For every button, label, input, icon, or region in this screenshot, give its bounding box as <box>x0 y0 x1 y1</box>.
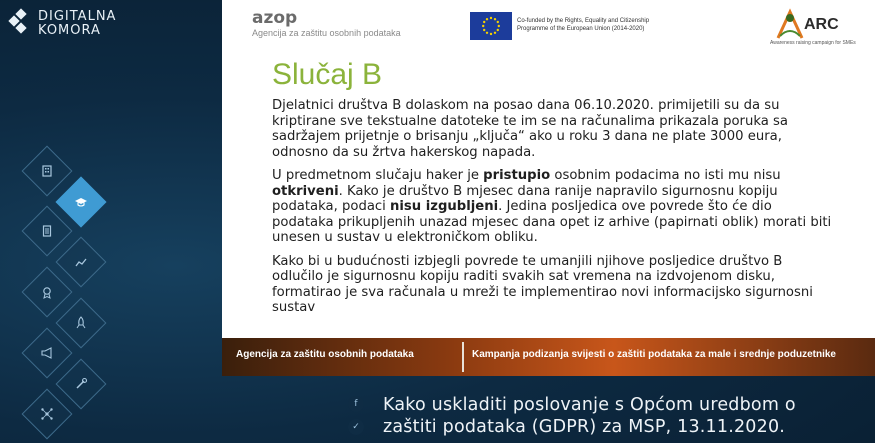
slide-paragraph <box>272 98 832 160</box>
twitter-glyph: ✓ <box>352 422 360 432</box>
caption-line1: Kako uskladiti poslovanje s Općom uredbom o <box>383 395 796 415</box>
paragraph-text: U predmetnom slučaju haker je <box>272 168 484 183</box>
award-icon[interactable] <box>22 267 73 318</box>
paragraph-text: . Jedina posljedica ove povrede što će dio podataka prikupljenih unazad mjesec dana opet iz arhive (papirnati oblik) morati biti unesen u sustav u elektroničkom obliku. <box>272 199 832 245</box>
arc-logo <box>750 6 860 46</box>
video-caption <box>383 394 796 438</box>
footer-separator <box>462 342 464 372</box>
footer-campaign: Kampanja podizanja svijesti o zaštiti podataka za male i srednje poduzetnike <box>472 349 836 360</box>
twitter-icon[interactable] <box>348 419 364 435</box>
footer-agency: Agencija za zaštitu osobnih podataka <box>236 349 414 360</box>
paragraph-text: Kako bi u budućnosti izbjegli povrede te umanjili njihove posljedice društvo B odlučilo je sigurnosnu kopiju raditi svakih sat vremena na izdvojenom disku, formatirao je sva računala u mreži te implementirao novi informacijsko sigurnosni sustav <box>272 253 813 315</box>
slide-title: Slučaj B <box>272 58 383 91</box>
paragraph-text: . Kako je društvo B mjesec dana ranije napravilo sigurnosnu kopiju podataka, podaci <box>272 183 778 214</box>
slide-body <box>272 98 832 324</box>
slide-footer <box>222 338 875 376</box>
tools-icon[interactable] <box>56 359 107 410</box>
emphasis-text: nisu izgubljeni <box>390 199 499 214</box>
slide-header <box>222 0 875 48</box>
presentation-slide <box>222 0 875 376</box>
megaphone-icon[interactable] <box>22 328 73 379</box>
building-icon[interactable] <box>22 146 73 197</box>
caption-line2: zaštiti podataka (GDPR) za MSP, 13.11.2020. <box>383 417 786 437</box>
document-icon[interactable] <box>22 206 73 257</box>
graduation-cap-icon[interactable] <box>56 177 107 228</box>
azop-logo-text: azop <box>252 8 298 28</box>
paragraph-text: Djelatnici društva B dolaskom na posao dana 06.10.2020. primijetili su da su kriptirane sve tekstualne datoteke te im se na računalima prikazala poruka sa sadržajem prijetnje o brisanju „ključa“ ako u roku 3 dana ne plate 3000 eura, odnosno da su žrtva hakerskog napada. <box>272 98 788 160</box>
sidebar-icon-grid <box>0 0 222 443</box>
network-icon[interactable] <box>22 389 73 440</box>
slide-paragraph <box>272 254 832 316</box>
rocket-icon[interactable] <box>56 298 107 349</box>
eu-funding-text: Co-funded by the Rights, Equality and Citizenship Programme of the European Union (2014-2020) <box>517 18 650 32</box>
arc-subtitle: Awareness raising campaign for SMEs <box>770 40 856 46</box>
emphasis-text: pristupio <box>483 168 551 183</box>
facebook-icon[interactable] <box>348 396 364 412</box>
eu-flag-icon <box>470 12 512 40</box>
arc-logo-text: ARC <box>804 16 839 33</box>
paragraph-text: osobnim podacima no isti mu nisu <box>550 168 781 183</box>
brand-line1: DIGITALNA <box>38 9 117 24</box>
azop-logo <box>252 8 297 28</box>
chart-icon[interactable] <box>56 237 107 288</box>
agency-name: Agencija za zaštitu osobnih podataka <box>252 28 401 38</box>
emphasis-text: otkriveni <box>272 183 339 199</box>
slide-paragraph <box>272 168 832 246</box>
brand-line2: KOMORA <box>38 23 101 38</box>
facebook-glyph: f <box>354 399 358 409</box>
